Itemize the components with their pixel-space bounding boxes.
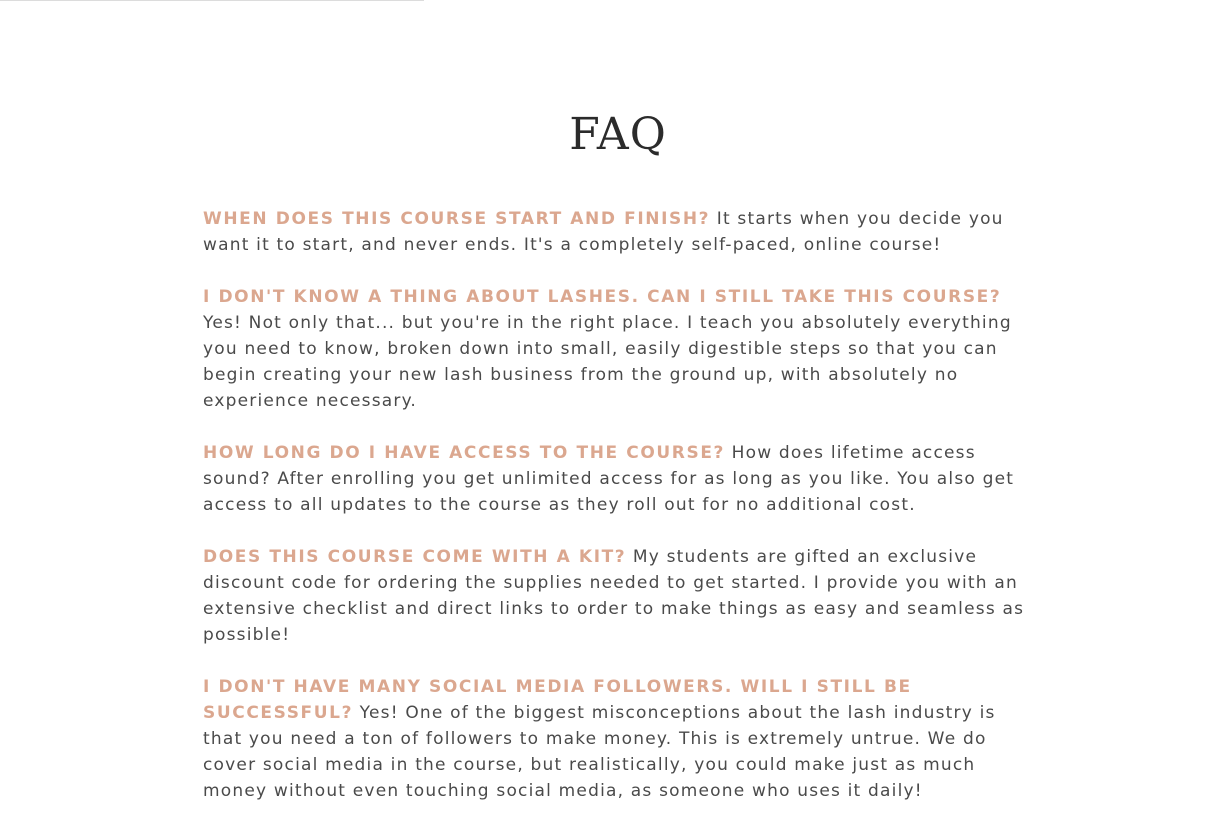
faq-item-kit bbox=[203, 544, 1033, 648]
faq-title: FAQ bbox=[569, 109, 667, 160]
faq-question: HOW LONG DO I HAVE ACCESS TO THE COURSE? bbox=[203, 443, 725, 463]
faq-question: I DON'T KNOW A THING ABOUT LASHES. CAN I STILL TAKE THIS COURSE? bbox=[203, 287, 1002, 307]
faq-list bbox=[203, 206, 1033, 804]
faq-question: WHEN DOES THIS COURSE START AND FINISH? bbox=[203, 209, 711, 229]
faq-answer: It starts when you decide you want it to start, and never ends. It's a completely self-paced, online course! bbox=[203, 209, 1004, 255]
faq-item-access-length bbox=[203, 440, 1033, 518]
faq-question: DOES THIS COURSE COME WITH A KIT? bbox=[203, 547, 627, 567]
faq-item-social-media bbox=[203, 674, 1033, 804]
faq-item-course-start bbox=[203, 206, 1033, 258]
faq-answer: Yes! Not only that... but you're in the right place. I teach you absolutely everything you need to know, broken down into small, easily digestible steps so that you can begin creating your new lash business from the ground up, with absolutely no experience necessary. bbox=[203, 313, 1012, 411]
faq-answer: My students are gifted an exclusive discount code for ordering the supplies needed to get started. I provide you with an extensive checklist and direct links to order to make things as easy and seamless as possible! bbox=[203, 547, 1025, 645]
faq-answer: How does lifetime access sound? After enrolling you get unlimited access for as long as you like. You also get access to all updates to the course as they roll out for no additional cost. bbox=[203, 443, 1015, 515]
faq-answer: Yes! One of the biggest misconceptions about the lash industry is that you need a ton of followers to make money. This is extremely untrue. We do cover social media in the course, but realistically, you could make just as much money without even touching social media, as someone who uses it daily! bbox=[203, 703, 996, 801]
faq-question: I DON'T HAVE MANY SOCIAL MEDIA FOLLOWERS. WILL I STILL BE SUCCESSFUL? bbox=[203, 677, 912, 723]
faq-section bbox=[203, 0, 1033, 830]
faq-item-no-experience bbox=[203, 284, 1033, 414]
